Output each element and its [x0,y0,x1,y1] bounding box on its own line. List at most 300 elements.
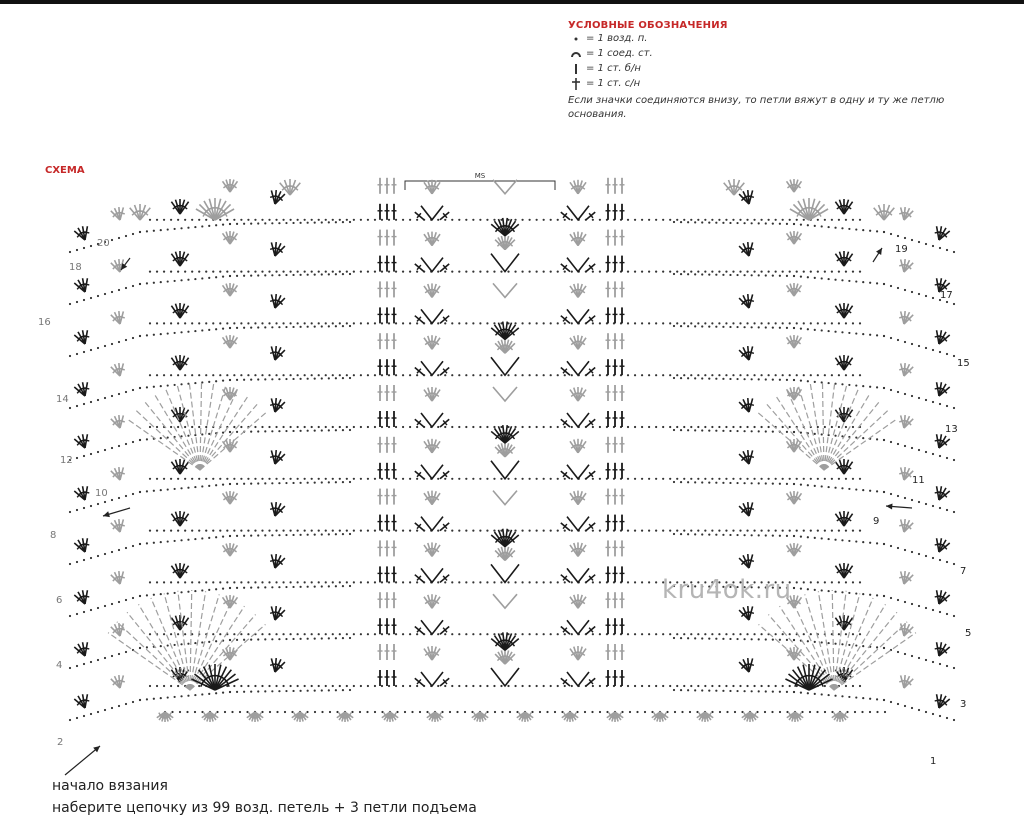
chain-dot [845,581,847,583]
chain-dot [768,219,770,221]
chain-dot [736,638,738,640]
chain-dot [342,481,344,483]
chain-dot [360,685,362,687]
chain-dot [834,435,836,437]
chain-dot [250,483,252,485]
chain-dot [772,691,774,693]
chain-dot [139,439,141,441]
chain-dot [360,219,362,221]
chain-dot [292,378,294,380]
chain-dot [775,478,777,480]
chain-dot [701,429,703,431]
chain-dot [606,711,608,713]
chain-dot [388,271,390,273]
chain-dot [149,581,151,583]
chain-dot [208,693,210,695]
chain-dot [346,322,348,324]
start-arrow [65,746,100,775]
chain-dot [869,594,871,596]
chain-dot [198,271,200,273]
chain-dot [739,271,741,273]
chain-dot [367,685,369,687]
chain-dot [683,374,685,376]
chain-dot [897,235,899,237]
chain-dot [876,698,878,700]
chain-dot [507,374,509,376]
chain-dot [718,530,720,532]
chain-dot [299,482,301,484]
chain-dot [275,322,277,324]
chain-dot [240,426,242,428]
chain-dot [285,690,287,692]
chain-dot [240,322,242,324]
chain-dot [704,633,706,635]
chain-dot [314,689,316,691]
chain-dot [786,275,788,277]
chain-dot [69,303,71,305]
v-stitch [567,672,589,686]
chain-dot [817,374,819,376]
chain-dot [111,707,113,709]
chain-dot [715,326,717,328]
chain-dot [381,581,383,583]
chain-dot [402,530,404,532]
chain-dot [275,633,277,635]
chain-dot [669,322,671,324]
chain-dot [800,432,802,434]
chain-dot [521,478,523,480]
chain-dot [694,689,696,691]
chain-dot [869,542,871,544]
chain-dot [725,530,727,532]
chain-dot [83,299,85,301]
chain-dot [571,374,573,376]
chain-dot [437,374,439,376]
chain-dot [793,535,795,537]
chain-dot [205,322,207,324]
chain-dot [859,685,861,687]
chain-dot [746,219,748,221]
chain-dot [765,638,767,640]
chain-dot [243,327,245,329]
chain-dot [226,271,228,273]
chain-dot [904,549,906,551]
chain-dot [318,374,320,376]
chain-dot [925,295,927,297]
chain-dot [149,530,151,532]
chain-dot [627,426,629,428]
chain-dot [451,685,453,687]
chain-dot [167,332,169,334]
chain-dot [897,495,899,497]
chain-dot [564,219,566,221]
chain-dot [328,273,330,275]
chain-dot [655,633,657,635]
chain-dot [311,219,313,221]
chain-dot [662,219,664,221]
chain-dot [859,478,861,480]
chain-dot [328,637,330,639]
chain-dot [760,322,762,324]
chain-dot [793,587,795,589]
chain-dot [946,665,948,667]
chain-dot [807,380,809,382]
chain-dot [736,222,738,224]
chain-dot [304,271,306,273]
chain-dot [946,405,948,407]
chain-dot [746,478,748,480]
chain-dot [367,633,369,635]
chain-dot [634,322,636,324]
chain-dot [184,426,186,428]
chain-dot [861,711,863,713]
chain-dot [641,322,643,324]
chain-dot [261,426,263,428]
chain-dot [275,581,277,583]
chain-dot [198,478,200,480]
chain-dot [514,322,516,324]
chain-dot [768,530,770,532]
chain-dot [736,430,738,432]
chain-dot [753,530,755,532]
chain-dot [690,322,692,324]
chain-dot [285,534,287,536]
chain-dot [521,374,523,376]
chain-dot [862,645,864,647]
chain-dot [711,478,713,480]
chain-dot [191,322,193,324]
chain-dot [918,709,920,711]
chain-dot [318,581,320,583]
chain-dot [739,478,741,480]
chain-dot [83,559,85,561]
chain-dot [828,590,830,592]
chain-dot [904,237,906,239]
chain-dot [772,275,774,277]
chain-dot [711,374,713,376]
chain-dot [349,585,351,587]
v-stitch [421,309,443,323]
chain-dot [824,478,826,480]
chain-dot [139,595,141,597]
chain-dot [194,226,196,228]
legend-item-text: = 1 соед. ст. [586,48,653,59]
chain-dot [676,271,678,273]
chain-dot [883,699,885,701]
chain-dot [156,271,158,273]
chain-dot [335,533,337,535]
chain-dot [177,581,179,583]
chain-dot [793,275,795,277]
chain-dot [292,274,294,276]
chain-dot [180,539,182,541]
chain-dot [250,639,252,641]
chain-dot [564,633,566,635]
chain-dot [953,563,955,565]
chain-dot [299,638,301,640]
chain-dot [834,227,836,229]
chain-dot [264,534,266,536]
chain-dot [834,487,836,489]
chain-dot [676,478,678,480]
chain-dot [925,399,927,401]
chain-dot [704,426,706,428]
chain-dot [718,426,720,428]
chain-dot [821,641,823,643]
chain-dot [395,478,397,480]
chain-dot [701,637,703,639]
chain-dot [321,221,323,223]
chain-dot [163,271,165,273]
chain-dot [360,633,362,635]
chain-dot [201,433,203,435]
chain-dot [687,689,689,691]
chain-dot [507,271,509,273]
chain-dot [786,711,788,713]
chain-dot [205,530,207,532]
chain-dot [918,605,920,607]
chain-dot [859,322,861,324]
chain-dot [153,594,155,596]
chain-dot [219,219,221,221]
chain-dot [215,588,217,590]
chain-dot [486,271,488,273]
chain-dot [247,219,249,221]
chain-dot [307,534,309,536]
chain-dot [171,711,173,713]
chain-dot [451,633,453,635]
chain-dot [187,435,189,437]
chain-dot [911,707,913,709]
chain-dot [458,426,460,428]
chain-dot [564,271,566,273]
chain-dot [884,711,886,713]
chain-dot [925,451,927,453]
chain-dot [571,685,573,687]
chain-dot [536,219,538,221]
chain-dot [729,690,731,692]
chain-dot [125,599,127,601]
chain-dot [321,637,323,639]
chain-dot [648,271,650,273]
chain-dot [342,221,344,223]
chain-dot [676,219,678,221]
chain-dot [292,482,294,484]
chain-dot [683,271,685,273]
chain-dot [321,325,323,327]
chain-dot [381,374,383,376]
chain-dot [772,327,774,329]
chain-dot [689,711,691,713]
chain-dot [257,378,259,380]
chain-dot [904,393,906,395]
chain-dot [796,322,798,324]
chain-dot [381,685,383,687]
chain-dot [451,322,453,324]
chain-dot [845,219,847,221]
chain-dot [367,271,369,273]
watermark: kru4ok.ru [662,575,792,605]
chain-dot [254,581,256,583]
chain-dot [694,221,696,223]
fan-stem [834,622,907,690]
chain-dot [841,539,843,541]
chain-dot [591,711,593,713]
chain-dot [205,478,207,480]
chain-dot [233,685,235,687]
chain-dot [118,601,120,603]
chain-dot [722,326,724,328]
chain-dot [824,219,826,221]
chain-dot [494,711,496,713]
chain-dot [725,322,727,324]
chain-dot [451,530,453,532]
chain-dot [683,633,685,635]
chain-dot [539,711,541,713]
chain-dot [760,426,762,428]
chain-dot [764,711,766,713]
chain-dot [514,219,516,221]
chain-dot [746,685,748,687]
chain-dot [416,633,418,635]
chain-dot [90,297,92,299]
v-stitch [421,672,443,686]
chain-dot [479,581,481,583]
chain-dot [550,581,552,583]
chain-dot [257,430,259,432]
chain-dot [753,322,755,324]
chain-dot [627,478,629,480]
chain-dot [187,331,189,333]
chain-dot [722,482,724,484]
chain-dot [789,633,791,635]
chain-dot [318,530,320,532]
chain-dot [449,711,451,713]
chain-dot [325,271,327,273]
chain-dot [536,633,538,635]
chain-dot [76,353,78,355]
chain-dot [807,276,809,278]
chain-dot [824,685,826,687]
chain-dot [149,633,151,635]
chain-dot [187,591,189,593]
chain-dot [641,685,643,687]
chain-dot [729,222,731,224]
chain-dot [83,611,85,613]
chain-dot [381,711,383,713]
chain-dot [775,530,777,532]
chain-dot [828,642,830,644]
chain-dot [325,374,327,376]
chain-dot [743,482,745,484]
chain-dot [146,282,148,284]
chain-dot [342,429,344,431]
chain-dot [292,430,294,432]
chain-dot [824,271,826,273]
chain-dot [627,530,629,532]
chain-dot [911,447,913,449]
chain-dot [292,638,294,640]
chain-dot [708,481,710,483]
chain-dot [250,691,252,693]
chain-dot [257,482,259,484]
chain-dot [765,222,767,224]
chain-dot [486,633,488,635]
chain-dot [550,219,552,221]
chain-dot [146,646,148,648]
chain-dot [925,659,927,661]
chain-dot [437,271,439,273]
chain-dot [278,482,280,484]
chain-dot [932,245,934,247]
chain-dot [254,271,256,273]
chain-dot [170,322,172,324]
chain-dot [104,657,106,659]
chain-dot [208,641,210,643]
chain-dot [550,633,552,635]
chain-dot [676,322,678,324]
chain-dot [848,280,850,282]
chain-dot [472,271,474,273]
chain-dot [722,430,724,432]
chain-dot [311,374,313,376]
chain-dot [817,322,819,324]
chain-dot [834,591,836,593]
chain-dot [673,325,675,327]
chain-dot [69,667,71,669]
chain-dot [374,581,376,583]
chain-dot [254,426,256,428]
chain-dot [718,478,720,480]
chain-dot [282,374,284,376]
chain-dot [479,426,481,428]
v-stitch [491,461,519,479]
chain-dot [852,322,854,324]
chain-dot [125,235,127,237]
chain-dot [311,685,313,687]
v-stitch [567,206,589,220]
chain-dot [297,374,299,376]
chain-dot [174,592,176,594]
chain-dot [704,219,706,221]
row-9-arrow-head [886,503,893,509]
chain-dot [311,581,313,583]
chain-dot [359,711,361,713]
chain-dot [648,581,650,583]
chain-dot [132,545,134,547]
chain-dot [824,530,826,532]
chain-dot [729,378,731,380]
chain-dot [732,271,734,273]
chain-dot [212,478,214,480]
chain-dot [694,429,696,431]
chain-dot [869,386,871,388]
chain-dot [146,334,148,336]
chain-dot [655,219,657,221]
chain-dot [311,530,313,532]
chain-dot [876,386,878,388]
chain-dot [167,488,169,490]
chain-dot [215,640,217,642]
chain-dot [883,231,885,233]
chain-dot [507,478,509,480]
chain-dot [304,478,306,480]
v-stitch [567,361,589,375]
chain-dot [187,643,189,645]
chain-dot [285,378,287,380]
chain-dot [648,478,650,480]
chain-dot [299,326,301,328]
